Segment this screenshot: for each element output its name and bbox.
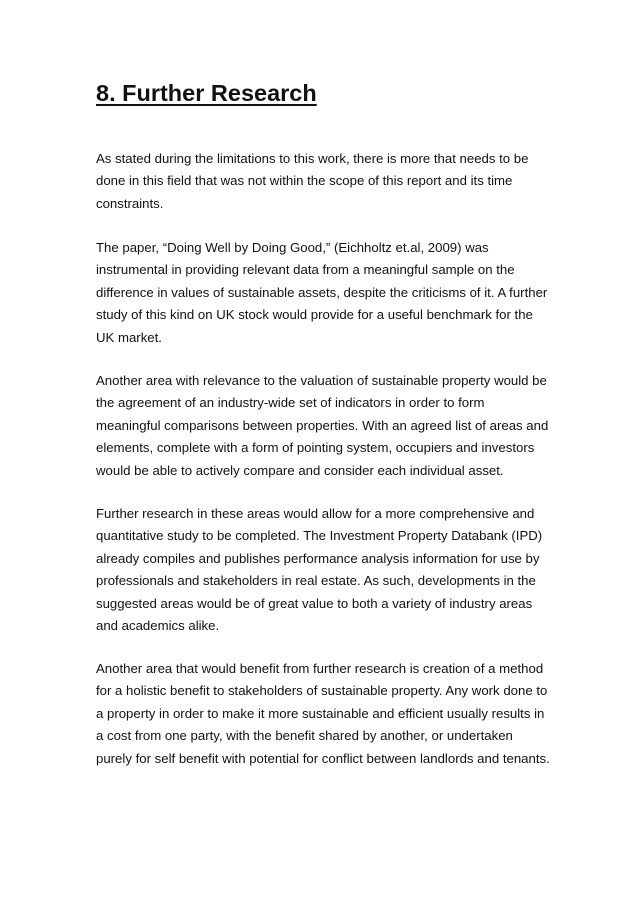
text-line: professionals and stakeholders in real estate. As such, developments in the xyxy=(96,573,536,589)
text-line: As stated during the limitations to this work, there is more that needs to be xyxy=(96,151,529,166)
text-line: would be able to actively compare and consider each individual asset. xyxy=(96,462,504,478)
text-line: Another area that would benefit from further research is creation of a method xyxy=(96,661,544,676)
text-line: meaningful comparisons between properties. With an agreed list of areas and xyxy=(96,417,549,433)
paragraph-doing-well xyxy=(96,237,547,349)
text-line: the agreement of an industry-wide set of indicators in order to form xyxy=(96,395,485,411)
text-line: a property in order to make it more sustainable and efficient usually results in xyxy=(96,705,545,721)
paragraph-holistic-benefit xyxy=(96,658,550,770)
text-line: and academics alike. xyxy=(96,618,220,634)
text-line: done in this field that was not within the scope of this report and its time xyxy=(96,173,513,189)
text-line: suggested areas would be of great value to both a variety of industry areas xyxy=(96,595,533,611)
text-line: a cost from one party, with the benefit shared by another, or undertaken xyxy=(96,728,513,744)
section-heading: 8. Further Research xyxy=(96,80,317,106)
text-line: Further research in these areas would allow for a more comprehensive and xyxy=(96,506,535,521)
paragraph-ipd xyxy=(96,503,542,637)
text-line: for a holistic benefit to stakeholders of sustainable property. Any work done to xyxy=(96,683,548,699)
text-line: The paper, “Doing Well by Doing Good,” (Eichholtz et.al, 2009) was xyxy=(96,240,489,255)
text-line: constraints. xyxy=(96,195,164,211)
text-line: difference in values of sustainable assets, despite the criticisms of it. A further xyxy=(96,284,548,300)
text-line: already compiles and publishes performance analysis information for use by xyxy=(96,550,540,566)
text-line: study of this kind on UK stock would provide for a useful benchmark for the xyxy=(96,307,533,323)
text-line: instrumental in providing relevant data from a meaningful sample on the xyxy=(96,262,515,278)
text-line: elements, complete with a form of pointing system, occupiers and investors xyxy=(96,440,535,456)
paragraph-indicators xyxy=(96,370,548,482)
text-line: Another area with relevance to the valuation of sustainable property would be xyxy=(96,373,547,388)
text-line: purely for self benefit with potential for conflict between landlords and tenants. xyxy=(96,750,550,766)
text-line: quantitative study to be completed. The Investment Property Databank (IPD) xyxy=(96,528,543,544)
paragraph-limitations xyxy=(96,148,528,215)
text-line: UK market. xyxy=(96,329,162,345)
